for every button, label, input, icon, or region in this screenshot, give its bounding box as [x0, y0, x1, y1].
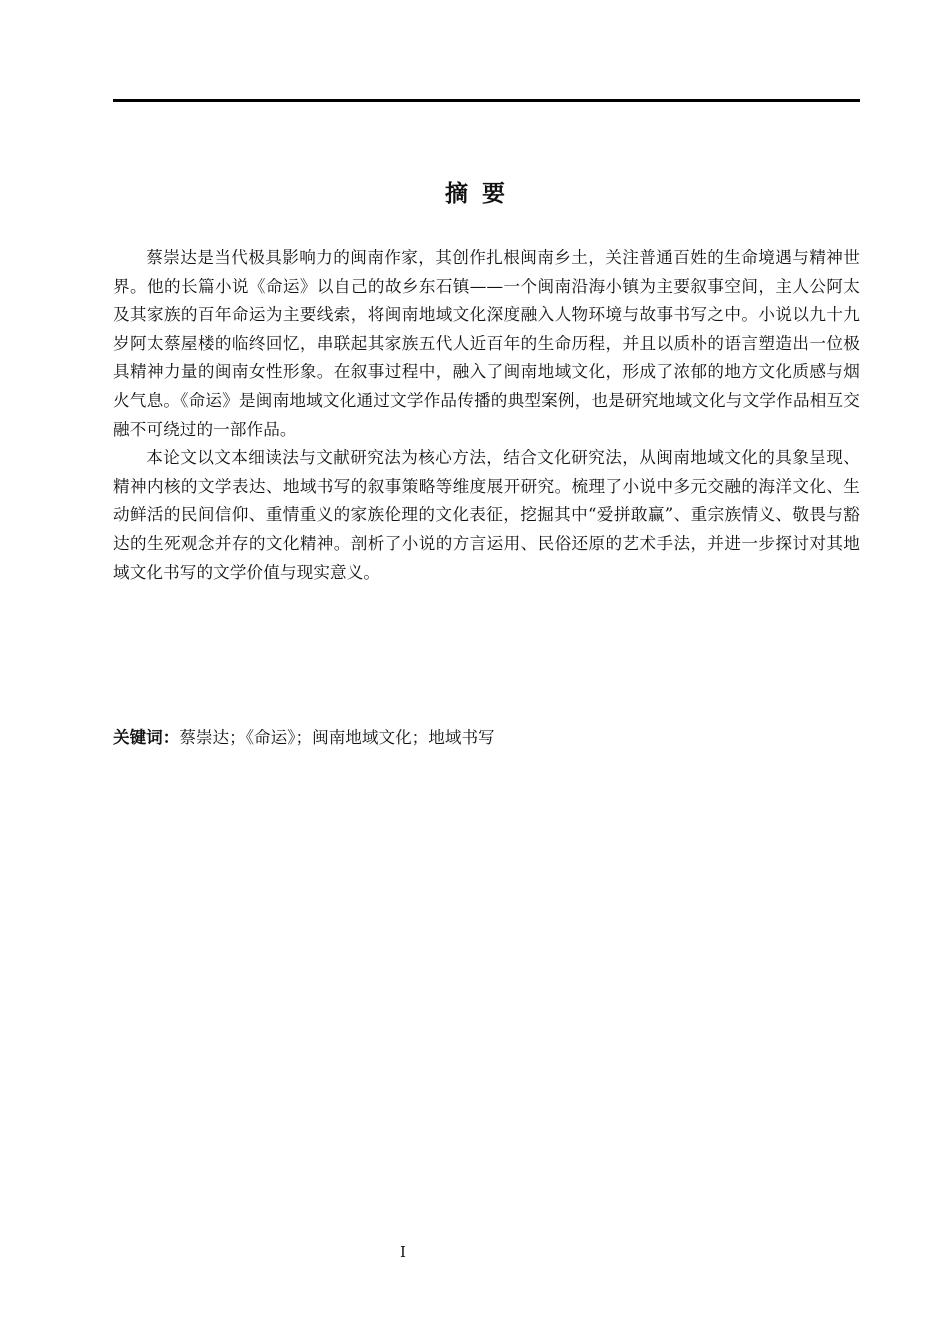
header-rule [113, 99, 860, 102]
page-number: I [400, 1243, 406, 1261]
abstract-paragraph-1: 蔡崇达是当代极具影响力的闽南作家，其创作扎根闽南乡土，关注普通百姓的生命境遇与精神世界。他的长篇小说《命运》以自己的故乡东石镇——一个闽南沿海小镇为主要叙事空间，主人公阿太及其家族的百年命运为主要线索，将闽南地域文化深度融入人物环境与故事书写之中。小说以九十九岁阿太蔡屋楼的临终回忆，串联起其家族五代人近百年的生命历程，并且以质朴的语言塑造出一位极具精神力量的闽南女性形象。在叙事过程中，融入了闽南地域文化，形成了浓郁的地方文化质感与烟火气息。《命运》是闽南地域文化通过文学作品传播的典型案例，也是研究地域文化与文学作品相互交融不可绕过的一部作品。 [113, 248, 860, 439]
abstract-paragraph-2: 本论文以文本细读法与文献研究法为核心方法，结合文化研究法，从闽南地域文化的具象呈现、精神内核的文学表达、地域书写的叙事策略等维度展开研究。梳理了小说中多元交融的海洋文化、生动鲜活的民间信仰、重情重义的家族伦理的文化表征，挖掘其中“爱拼敢赢”、重宗族情义、敬畏与豁达的生死观念并存的文化精神。剖析了小说的方言运用、民俗还原的艺术手法，并进一步探讨对其地域文化书写的文学价值与现实意义。 [113, 448, 860, 582]
abstract-body [113, 244, 860, 587]
abstract-title: 摘要 [445, 181, 519, 207]
keywords-label: 关键词： [113, 728, 180, 747]
keywords-text: 蔡崇达；《命运》；闽南地域文化；地域书写 [179, 728, 495, 747]
keywords-line [113, 724, 860, 752]
